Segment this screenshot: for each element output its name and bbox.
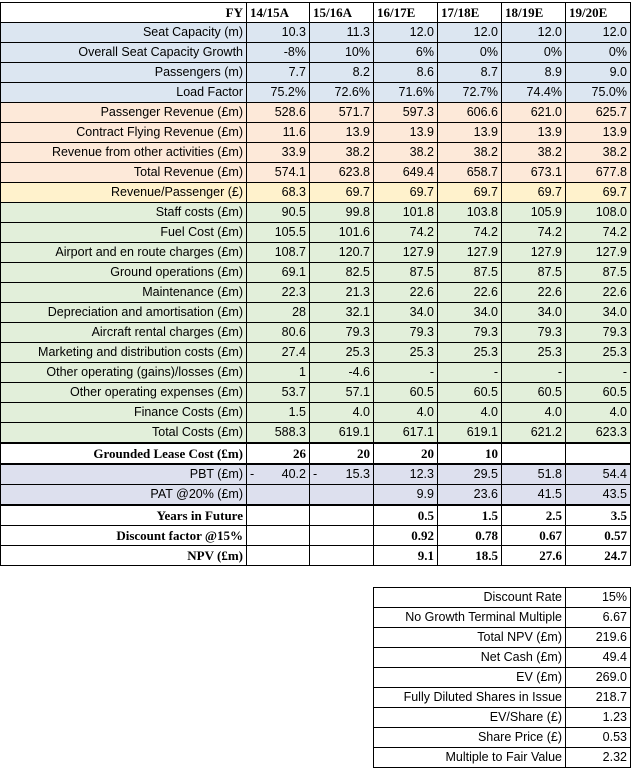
data-cell[interactable]: 34.0	[374, 303, 438, 323]
data-cell[interactable]: 33.9	[247, 143, 310, 163]
data-cell[interactable]	[310, 546, 374, 566]
table-row	[1, 323, 631, 343]
table-row	[1, 505, 631, 526]
row-label[interactable]: Overall Seat Capacity Growth	[1, 43, 247, 63]
data-cell[interactable]: 12.0	[438, 23, 502, 43]
data-cell[interactable]: 24.7	[566, 546, 631, 566]
valuation-row	[374, 748, 631, 768]
data-cell[interactable]: 7.7	[247, 63, 310, 83]
valuation-row	[374, 628, 631, 648]
valuation-row	[374, 608, 631, 628]
data-cell[interactable]: 60.5	[566, 383, 631, 403]
table-row	[1, 443, 631, 464]
data-cell[interactable]: 108.7	[247, 243, 310, 263]
data-cell[interactable]: 105.9	[502, 203, 566, 223]
row-label[interactable]: Other operating (gains)/losses (£m)	[1, 363, 247, 383]
data-cell[interactable]: 11.6	[247, 123, 310, 143]
data-cell[interactable]: 10%	[310, 43, 374, 63]
data-cell[interactable]: 25.3	[438, 343, 502, 363]
data-cell[interactable]: 127.9	[374, 243, 438, 263]
data-cell[interactable]: 12.3	[374, 464, 438, 485]
cell-value: 40.2	[281, 467, 306, 481]
data-cell[interactable]	[247, 526, 310, 546]
data-cell[interactable]: 38.2	[566, 143, 631, 163]
data-cell[interactable]: 79.3	[566, 323, 631, 343]
year-header[interactable]: 16/17E	[374, 3, 438, 23]
data-cell[interactable]: 13.9	[310, 123, 374, 143]
data-cell[interactable]: 79.3	[438, 323, 502, 343]
table-row	[1, 546, 631, 566]
valuation-label[interactable]: EV (£m)	[374, 668, 566, 688]
data-cell[interactable]: 623.3	[566, 423, 631, 444]
data-cell[interactable]: 619.1	[438, 423, 502, 444]
data-cell[interactable]: 617.1	[374, 423, 438, 444]
data-cell[interactable]: 38.2	[310, 143, 374, 163]
year-header[interactable]: 15/16A	[310, 3, 374, 23]
data-cell[interactable]: 108.0	[566, 203, 631, 223]
data-cell[interactable]: 72.6%	[310, 83, 374, 103]
valuation-value[interactable]: 2.32	[566, 748, 631, 768]
data-cell[interactable]: 22.6	[566, 283, 631, 303]
negative-sign: -	[250, 467, 255, 481]
data-cell[interactable]: 69.7	[502, 183, 566, 203]
data-cell[interactable]: 127.9	[438, 243, 502, 263]
table-row	[1, 383, 631, 403]
data-cell[interactable]: 0.92	[374, 526, 438, 546]
data-cell[interactable]: 623.8	[310, 163, 374, 183]
row-label[interactable]: Years in Future	[1, 505, 247, 526]
data-cell[interactable]: 20	[374, 443, 438, 464]
data-cell[interactable]: 79.3	[502, 323, 566, 343]
data-cell[interactable]: 571.7	[310, 103, 374, 123]
data-cell[interactable]: 621.0	[502, 103, 566, 123]
data-cell[interactable]: 3.5	[566, 505, 631, 526]
data-cell[interactable]: 25.3	[502, 343, 566, 363]
data-cell[interactable]: 74.2	[438, 223, 502, 243]
table-row	[1, 143, 631, 163]
table-row	[1, 303, 631, 323]
valuation-label[interactable]: Multiple to Fair Value	[374, 748, 566, 768]
data-cell[interactable]: 22.6	[438, 283, 502, 303]
data-cell[interactable]: 1	[247, 363, 310, 383]
data-cell[interactable]	[502, 443, 566, 464]
data-cell[interactable]: 90.5	[247, 203, 310, 223]
valuation-row	[374, 688, 631, 708]
data-cell[interactable]: 0.57	[566, 526, 631, 546]
data-cell[interactable]: 69.7	[310, 183, 374, 203]
data-cell[interactable]: 60.5	[374, 383, 438, 403]
data-cell[interactable]: 649.4	[374, 163, 438, 183]
data-cell[interactable]: 20	[310, 443, 374, 464]
data-cell[interactable]: 9.1	[374, 546, 438, 566]
data-cell[interactable]: 1.5	[247, 403, 310, 423]
data-cell[interactable]: 79.3	[310, 323, 374, 343]
data-cell[interactable]: 22.6	[374, 283, 438, 303]
valuation-label[interactable]: Share Price (£)	[374, 728, 566, 748]
data-cell[interactable]: 99.8	[310, 203, 374, 223]
header-label[interactable]: FY	[1, 3, 247, 23]
data-cell[interactable]: 574.1	[247, 163, 310, 183]
data-cell[interactable]: 0.78	[438, 526, 502, 546]
data-cell[interactable]: 13.9	[502, 123, 566, 143]
valuation-label[interactable]: Total NPV (£m)	[374, 628, 566, 648]
data-cell[interactable]: 6%	[374, 43, 438, 63]
valuation-label[interactable]: EV/Share (£)	[374, 708, 566, 728]
data-cell[interactable]: 105.5	[247, 223, 310, 243]
data-cell[interactable]: 0%	[566, 43, 631, 63]
data-cell[interactable]: 41.5	[502, 485, 566, 506]
row-label[interactable]: Contract Flying Revenue (£m)	[1, 123, 247, 143]
row-label[interactable]: Finance Costs (£m)	[1, 403, 247, 423]
data-cell[interactable]: 38.2	[502, 143, 566, 163]
data-cell[interactable]: 82.5	[310, 263, 374, 283]
row-label[interactable]: Load Factor	[1, 83, 247, 103]
data-cell[interactable]: 8.7	[438, 63, 502, 83]
header-row	[1, 3, 631, 23]
valuation-table	[373, 587, 631, 768]
table-row	[1, 163, 631, 183]
data-cell[interactable]: 127.9	[566, 243, 631, 263]
row-label[interactable]: Airport and en route charges (£m)	[1, 243, 247, 263]
data-cell[interactable]: 60.5	[438, 383, 502, 403]
row-label[interactable]: Revenue from other activities (£m)	[1, 143, 247, 163]
data-cell[interactable]: 53.7	[247, 383, 310, 403]
data-cell[interactable]: 0.5	[374, 505, 438, 526]
row-label[interactable]: Other operating expenses (£m)	[1, 383, 247, 403]
data-cell[interactable]: 4.0	[438, 403, 502, 423]
data-cell[interactable]: 13.9	[374, 123, 438, 143]
data-cell[interactable]	[310, 526, 374, 546]
data-cell[interactable]: 4.0	[374, 403, 438, 423]
valuation-row	[374, 668, 631, 688]
table-row	[1, 485, 631, 506]
data-cell[interactable]: 8.2	[310, 63, 374, 83]
data-cell[interactable]: 677.8	[566, 163, 631, 183]
data-cell[interactable]: 72.7%	[438, 83, 502, 103]
row-label[interactable]: Seat Capacity (m)	[1, 23, 247, 43]
data-cell[interactable]: -4.6	[310, 363, 374, 383]
data-cell[interactable]	[310, 485, 374, 506]
table-row	[1, 43, 631, 63]
data-cell[interactable]: 621.2	[502, 423, 566, 444]
data-cell[interactable]: 87.5	[374, 263, 438, 283]
data-cell[interactable]: 71.6%	[374, 83, 438, 103]
data-cell[interactable]: 25.3	[374, 343, 438, 363]
data-cell[interactable]: 74.4%	[502, 83, 566, 103]
data-cell[interactable]: 673.1	[502, 163, 566, 183]
data-cell[interactable]: 127.9	[502, 243, 566, 263]
valuation-value[interactable]: 218.7	[566, 688, 631, 708]
data-cell[interactable]: 38.2	[438, 143, 502, 163]
data-cell[interactable]: 13.9	[438, 123, 502, 143]
data-cell[interactable]: 74.2	[374, 223, 438, 243]
data-cell[interactable]: 68.3	[247, 183, 310, 203]
data-cell[interactable]: 23.6	[438, 485, 502, 506]
data-cell[interactable]	[566, 443, 631, 464]
data-cell[interactable]: 1.5	[438, 505, 502, 526]
cell-value: 15.3	[345, 467, 370, 481]
table-row	[1, 363, 631, 383]
data-cell[interactable]: 87.5	[566, 263, 631, 283]
table-row	[1, 23, 631, 43]
valuation-row	[374, 728, 631, 748]
data-cell[interactable]: 87.5	[502, 263, 566, 283]
table-row	[1, 464, 631, 485]
table-row	[1, 343, 631, 363]
data-cell[interactable]: -8%	[247, 43, 310, 63]
data-cell[interactable]: -	[502, 363, 566, 383]
year-header[interactable]: 18/19E	[502, 3, 566, 23]
row-label[interactable]: PAT @20% (£m)	[1, 485, 247, 506]
data-cell[interactable]: 69.7	[566, 183, 631, 203]
data-cell[interactable]: 69.7	[374, 183, 438, 203]
valuation-value[interactable]: 6.67	[566, 608, 631, 628]
table-row	[1, 526, 631, 546]
data-cell[interactable]: 101.8	[374, 203, 438, 223]
negative-sign: -	[313, 467, 318, 481]
data-cell[interactable]: 69.1	[247, 263, 310, 283]
row-label[interactable]: NPV (£m)	[1, 546, 247, 566]
data-cell[interactable]: 29.5	[438, 464, 502, 485]
row-label[interactable]: Grounded Lease Cost (£m)	[1, 443, 247, 464]
data-cell[interactable]: 10	[438, 443, 502, 464]
table-row	[1, 283, 631, 303]
data-cell[interactable]: -	[438, 363, 502, 383]
data-cell[interactable]: 528.6	[247, 103, 310, 123]
year-header[interactable]: 14/15A	[247, 3, 310, 23]
data-cell[interactable]: 0%	[438, 43, 502, 63]
row-label[interactable]: Total Revenue (£m)	[1, 163, 247, 183]
data-cell[interactable]	[247, 485, 310, 506]
row-label[interactable]: Staff costs (£m)	[1, 203, 247, 223]
data-cell[interactable]	[247, 505, 310, 526]
valuation-value[interactable]: 219.6	[566, 628, 631, 648]
table-row	[1, 123, 631, 143]
data-cell[interactable]: 22.3	[247, 283, 310, 303]
data-cell[interactable]: 80.6	[247, 323, 310, 343]
data-cell[interactable]: 12.0	[566, 23, 631, 43]
valuation-row	[374, 648, 631, 668]
data-cell[interactable]: 4.0	[566, 403, 631, 423]
valuation-value[interactable]: 15%	[566, 588, 631, 608]
row-label[interactable]: Revenue/Passenger (£)	[1, 183, 247, 203]
data-cell[interactable]: 13.9	[566, 123, 631, 143]
table-row	[1, 403, 631, 423]
data-cell[interactable]: 32.1	[310, 303, 374, 323]
forecast-table	[0, 2, 631, 566]
data-cell[interactable]: 69.7	[438, 183, 502, 203]
data-cell[interactable]: 75.0%	[566, 83, 631, 103]
data-cell[interactable]: 25.3	[310, 343, 374, 363]
data-cell[interactable]	[247, 464, 310, 485]
data-cell[interactable]: -	[566, 363, 631, 383]
data-cell[interactable]: 51.8	[502, 464, 566, 485]
year-header[interactable]: 19/20E	[566, 3, 631, 23]
row-label[interactable]: Maintenance (£m)	[1, 283, 247, 303]
row-label[interactable]: Passenger Revenue (£m)	[1, 103, 247, 123]
data-cell[interactable]: 38.2	[374, 143, 438, 163]
valuation-label[interactable]: No Growth Terminal Multiple	[374, 608, 566, 628]
data-cell[interactable]: 18.5	[438, 546, 502, 566]
data-cell[interactable]: 28	[247, 303, 310, 323]
data-cell[interactable]: 8.6	[374, 63, 438, 83]
data-cell[interactable]: 57.1	[310, 383, 374, 403]
valuation-value[interactable]: 1.23	[566, 708, 631, 728]
data-cell[interactable]: 25.3	[566, 343, 631, 363]
data-cell[interactable]: 34.0	[438, 303, 502, 323]
data-cell[interactable]	[247, 546, 310, 566]
data-cell[interactable]: 0%	[502, 43, 566, 63]
valuation-label[interactable]: Discount Rate	[374, 588, 566, 608]
data-cell[interactable]	[310, 505, 374, 526]
data-cell[interactable]: 606.6	[438, 103, 502, 123]
table-row	[1, 103, 631, 123]
data-cell[interactable]: 60.5	[502, 383, 566, 403]
data-cell[interactable]: 87.5	[438, 263, 502, 283]
table-row	[1, 243, 631, 263]
data-cell[interactable]: 74.2	[566, 223, 631, 243]
data-cell[interactable]	[310, 464, 374, 485]
row-label[interactable]: Discount factor @15%	[1, 526, 247, 546]
valuation-row	[374, 588, 631, 608]
row-label[interactable]: Ground operations (£m)	[1, 263, 247, 283]
valuation-value[interactable]: 269.0	[566, 668, 631, 688]
data-cell[interactable]: 2.5	[502, 505, 566, 526]
data-cell[interactable]: 12.0	[374, 23, 438, 43]
year-header[interactable]: 17/18E	[438, 3, 502, 23]
row-label[interactable]: Depreciation and amortisation (£m)	[1, 303, 247, 323]
table-row	[1, 183, 631, 203]
data-cell[interactable]: 4.0	[310, 403, 374, 423]
row-label[interactable]: Passengers (m)	[1, 63, 247, 83]
valuation-label[interactable]: Fully Diluted Shares in Issue	[374, 688, 566, 708]
data-cell[interactable]: 34.0	[566, 303, 631, 323]
data-cell[interactable]: 21.3	[310, 283, 374, 303]
data-cell[interactable]: 54.4	[566, 464, 631, 485]
data-cell[interactable]: 22.6	[502, 283, 566, 303]
data-cell[interactable]: 120.7	[310, 243, 374, 263]
data-cell[interactable]: 12.0	[502, 23, 566, 43]
table-row	[1, 223, 631, 243]
data-cell[interactable]: -	[374, 363, 438, 383]
data-cell[interactable]: 588.3	[247, 423, 310, 444]
data-cell[interactable]: 658.7	[438, 163, 502, 183]
data-cell[interactable]: 74.2	[502, 223, 566, 243]
data-cell[interactable]: 597.3	[374, 103, 438, 123]
data-cell[interactable]: 34.0	[502, 303, 566, 323]
data-cell[interactable]: 27.6	[502, 546, 566, 566]
table-row	[1, 263, 631, 283]
table-row	[1, 423, 631, 444]
data-cell[interactable]: 27.4	[247, 343, 310, 363]
data-cell[interactable]: 619.1	[310, 423, 374, 444]
valuation-label[interactable]: Net Cash (£m)	[374, 648, 566, 668]
data-cell[interactable]: 9.9	[374, 485, 438, 506]
data-cell[interactable]: 43.5	[566, 485, 631, 506]
table-row	[1, 203, 631, 223]
data-cell[interactable]: 9.0	[566, 63, 631, 83]
valuation-row	[374, 708, 631, 728]
data-cell[interactable]: 11.3	[310, 23, 374, 43]
data-cell[interactable]: 625.7	[566, 103, 631, 123]
valuation-value[interactable]: 0.53	[566, 728, 631, 748]
data-cell[interactable]: 0.67	[502, 526, 566, 546]
row-label[interactable]: Fuel Cost (£m)	[1, 223, 247, 243]
data-cell[interactable]: 103.8	[438, 203, 502, 223]
row-label[interactable]: Aircraft rental charges (£m)	[1, 323, 247, 343]
data-cell[interactable]: 101.6	[310, 223, 374, 243]
data-cell[interactable]: 8.9	[502, 63, 566, 83]
table-row	[1, 83, 631, 103]
row-label[interactable]: Marketing and distribution costs (£m)	[1, 343, 247, 363]
row-label[interactable]: PBT (£m)	[1, 464, 247, 485]
row-label[interactable]: Total Costs (£m)	[1, 423, 247, 444]
valuation-value[interactable]: 49.4	[566, 648, 631, 668]
table-row	[1, 63, 631, 83]
data-cell[interactable]: 10.3	[247, 23, 310, 43]
data-cell[interactable]: 79.3	[374, 323, 438, 343]
data-cell[interactable]: 75.2%	[247, 83, 310, 103]
data-cell[interactable]: 4.0	[502, 403, 566, 423]
data-cell[interactable]: 26	[247, 443, 310, 464]
